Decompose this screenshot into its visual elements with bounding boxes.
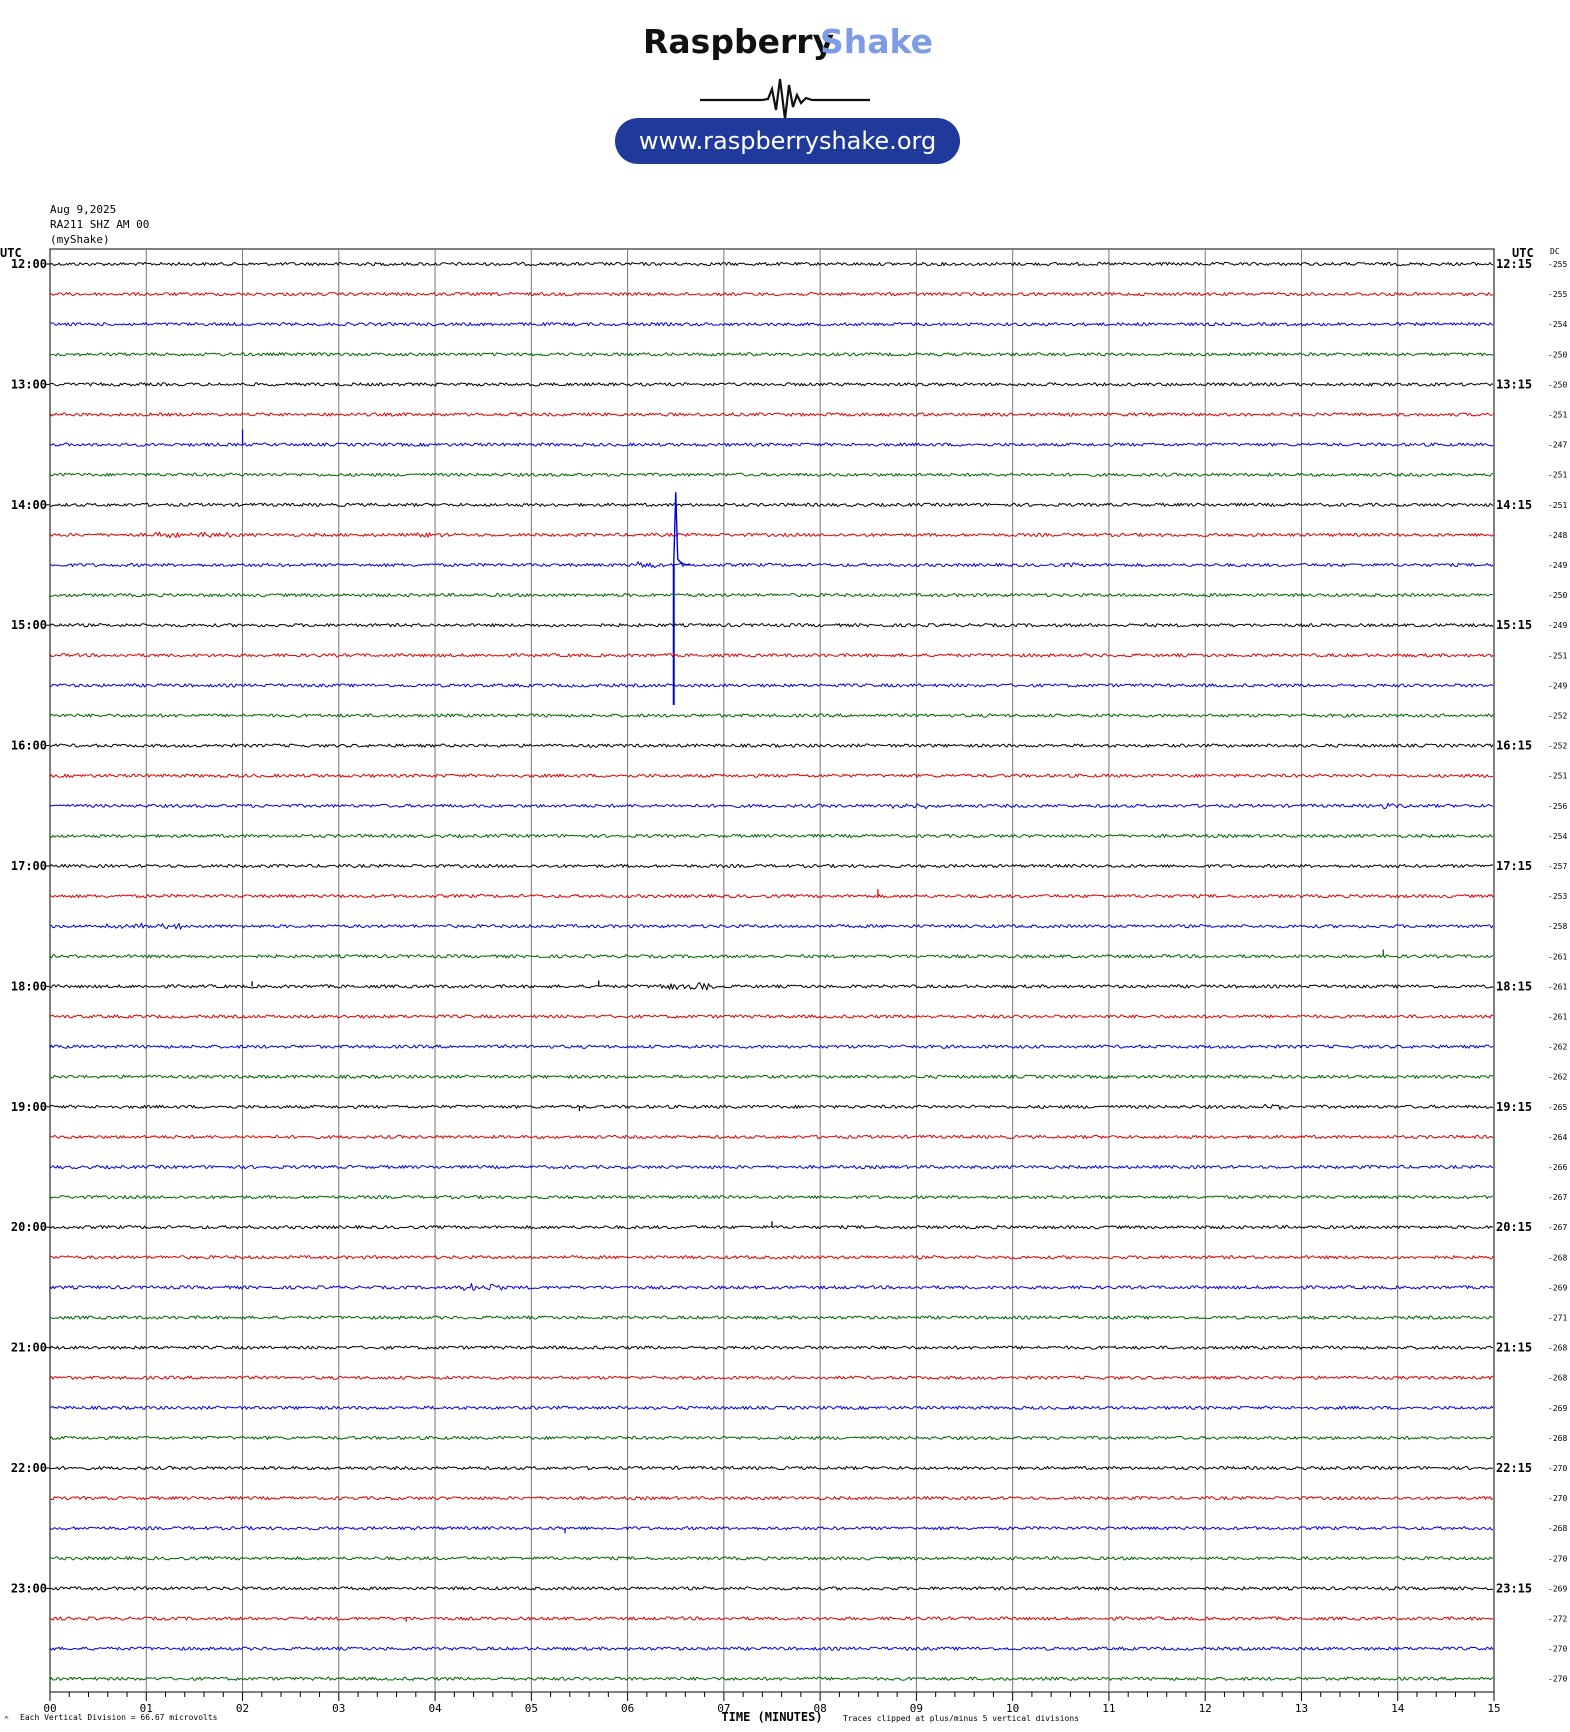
dc-value: -269 bbox=[1548, 1403, 1568, 1413]
dc-value: -261 bbox=[1548, 982, 1568, 992]
left-hour-label: 22:00 bbox=[10, 1461, 47, 1475]
right-hour-label: 21:15 bbox=[1496, 1340, 1533, 1355]
dc-value: -251 bbox=[1548, 410, 1568, 420]
trace-row bbox=[50, 562, 1493, 568]
trace-row bbox=[50, 594, 1493, 597]
clip-note: Traces clipped at plus/minus 5 vertical divisions bbox=[843, 1714, 1080, 1723]
dc-value: -251 bbox=[1548, 651, 1568, 661]
trace-row bbox=[50, 1045, 1493, 1048]
dc-value: -267 bbox=[1548, 1223, 1568, 1233]
x-tick-label: 04 bbox=[428, 1702, 442, 1715]
x-tick-label: 05 bbox=[524, 1702, 538, 1715]
dc-value: -257 bbox=[1548, 862, 1568, 871]
right-hour-label: 23:15 bbox=[1496, 1581, 1533, 1596]
dc-value: -255 bbox=[1548, 290, 1568, 300]
trace-row bbox=[50, 1617, 1493, 1620]
dc-value: -249 bbox=[1548, 561, 1568, 570]
trace-row bbox=[50, 503, 1493, 506]
dc-value: -269 bbox=[1548, 1283, 1568, 1293]
dc-value: -268 bbox=[1548, 1524, 1568, 1534]
dc-value: -261 bbox=[1548, 1012, 1568, 1022]
trace-row bbox=[50, 293, 1493, 296]
x-tick-label: 12 bbox=[1198, 1702, 1212, 1715]
trace-row bbox=[50, 774, 1493, 777]
dc-value: -270 bbox=[1548, 1554, 1568, 1564]
left-hour-label: 20:00 bbox=[10, 1220, 47, 1235]
x-tick-label: 03 bbox=[332, 1702, 346, 1715]
right-hour-label: 17:15 bbox=[1496, 859, 1533, 873]
division-note: Each Vertical Division = 66.67 microvolts bbox=[20, 1713, 218, 1722]
left-hour-label: 12:00 bbox=[10, 257, 47, 271]
x-tick-label: 13 bbox=[1294, 1702, 1309, 1715]
logo-word-shake: Shake bbox=[820, 22, 933, 61]
dc-value: -253 bbox=[1548, 892, 1568, 902]
left-hour-label: 14:00 bbox=[10, 497, 47, 512]
trace-row bbox=[50, 923, 1493, 929]
dc-value: -254 bbox=[1548, 831, 1568, 841]
trace-row bbox=[50, 1196, 1493, 1199]
dc-value: -264 bbox=[1548, 1132, 1568, 1142]
trace-row bbox=[50, 413, 1493, 416]
x-tick-label: 06 bbox=[620, 1702, 635, 1715]
trace-row bbox=[50, 1256, 1493, 1259]
x-tick-label: 02 bbox=[235, 1702, 250, 1715]
dc-value: -250 bbox=[1548, 591, 1568, 601]
trace-row bbox=[50, 353, 1493, 356]
trace-row bbox=[50, 1647, 1493, 1650]
dc-value: -251 bbox=[1548, 771, 1568, 781]
trace-row bbox=[50, 262, 1493, 265]
left-hour-label: 23:00 bbox=[10, 1581, 47, 1596]
dc-value: -254 bbox=[1548, 320, 1568, 330]
dc-column-title: DC bbox=[1550, 247, 1560, 256]
trace-row bbox=[50, 1316, 1493, 1319]
dc-value: -252 bbox=[1548, 741, 1568, 751]
dc-value: -252 bbox=[1548, 711, 1568, 721]
right-hour-label: 19:15 bbox=[1496, 1099, 1533, 1114]
right-hour-label: 15:15 bbox=[1496, 618, 1533, 633]
x-tick-label: 15 bbox=[1487, 1702, 1501, 1715]
dc-value: -269 bbox=[1548, 1584, 1568, 1594]
dc-value: -258 bbox=[1548, 922, 1568, 932]
dc-value: -248 bbox=[1548, 530, 1568, 540]
dc-value: -268 bbox=[1548, 1343, 1568, 1353]
dc-value: -261 bbox=[1548, 952, 1568, 962]
header-date: Aug 9,2025 bbox=[50, 203, 117, 216]
dc-value: -262 bbox=[1548, 1072, 1568, 1082]
trace-row bbox=[50, 834, 1493, 837]
dc-value: -270 bbox=[1548, 1674, 1568, 1684]
logo-word-raspberry: Raspberry bbox=[643, 22, 835, 61]
right-hour-label: 12:15 bbox=[1496, 257, 1533, 271]
trace-row bbox=[50, 744, 1493, 747]
dc-value: -249 bbox=[1548, 621, 1568, 631]
trace-row bbox=[50, 1015, 1493, 1018]
dc-value: -247 bbox=[1548, 440, 1568, 450]
dc-value: -255 bbox=[1548, 260, 1568, 269]
trace-row bbox=[50, 1284, 1493, 1291]
x-tick-label: 09 bbox=[909, 1702, 924, 1715]
trace-row bbox=[50, 383, 1493, 386]
right-hour-label: 18:15 bbox=[1496, 979, 1533, 994]
trace-row bbox=[50, 323, 1493, 326]
right-hour-label: 14:15 bbox=[1496, 497, 1533, 512]
dc-value: -270 bbox=[1548, 1464, 1568, 1473]
x-tick-label: 08 bbox=[813, 1702, 827, 1715]
dc-value: -265 bbox=[1548, 1102, 1568, 1112]
dc-value: -251 bbox=[1548, 500, 1568, 510]
trace-row bbox=[50, 1075, 1493, 1078]
dc-value: -268 bbox=[1548, 1433, 1568, 1443]
trace-row bbox=[50, 1346, 1493, 1349]
dc-value: -266 bbox=[1548, 1163, 1568, 1172]
x-tick-label: 10 bbox=[1006, 1702, 1020, 1715]
header-station: RA211 SHZ AM 00 bbox=[50, 218, 150, 231]
x-axis-title: TIME (MINUTES) bbox=[721, 1710, 823, 1724]
dc-value: -268 bbox=[1548, 1253, 1568, 1263]
x-tick-label: 01 bbox=[139, 1702, 153, 1715]
trace-row bbox=[50, 803, 1493, 808]
trace-row bbox=[50, 532, 1493, 538]
trace-row bbox=[50, 654, 1493, 657]
trace-row bbox=[50, 1104, 1493, 1109]
dc-value: -262 bbox=[1548, 1042, 1568, 1052]
trace-row bbox=[50, 1135, 1493, 1138]
dc-value: -250 bbox=[1548, 350, 1568, 360]
dc-value: -268 bbox=[1548, 1373, 1568, 1383]
dc-value: -251 bbox=[1548, 470, 1568, 480]
left-axis-title: UTC bbox=[0, 246, 22, 260]
trace-row bbox=[50, 955, 1493, 958]
trace-row bbox=[50, 864, 1493, 867]
trace-row bbox=[50, 895, 1493, 898]
trace-row bbox=[50, 1376, 1493, 1379]
website-link[interactable]: www.raspberryshake.org bbox=[615, 118, 960, 164]
trace-row bbox=[50, 1677, 1493, 1680]
x-tick-label: 00 bbox=[43, 1702, 57, 1715]
dc-value: -249 bbox=[1548, 681, 1568, 691]
left-hour-label: 13:00 bbox=[10, 377, 47, 392]
trace-row bbox=[50, 1466, 1493, 1469]
trace-clipped-spike-upper bbox=[674, 492, 690, 565]
dc-value: -272 bbox=[1548, 1614, 1568, 1624]
x-tick-label: 11 bbox=[1102, 1702, 1116, 1715]
right-hour-label: 20:15 bbox=[1496, 1220, 1533, 1235]
dc-value: -270 bbox=[1548, 1644, 1568, 1654]
dc-value: -256 bbox=[1548, 801, 1568, 811]
trace-row bbox=[50, 1587, 1493, 1590]
dc-value: -250 bbox=[1548, 380, 1568, 390]
right-hour-label: 13:15 bbox=[1496, 377, 1533, 392]
trace-row bbox=[50, 624, 1493, 627]
trace-row bbox=[50, 714, 1493, 717]
trace-row bbox=[50, 1165, 1493, 1168]
left-hour-label: 18:00 bbox=[10, 979, 47, 994]
trace-row bbox=[50, 983, 1493, 990]
right-hour-label: 22:15 bbox=[1496, 1461, 1533, 1475]
trace-row bbox=[50, 684, 1493, 687]
trace-row bbox=[50, 1497, 1493, 1500]
trace-row bbox=[50, 1406, 1493, 1409]
right-hour-label: 16:15 bbox=[1496, 738, 1533, 753]
right-axis-title: UTC bbox=[1512, 246, 1534, 260]
dc-value: -267 bbox=[1548, 1193, 1568, 1203]
left-hour-label: 21:00 bbox=[10, 1340, 47, 1355]
left-hour-label: 19:00 bbox=[10, 1099, 47, 1114]
left-hour-label: 17:00 bbox=[10, 859, 47, 873]
dc-value: -270 bbox=[1548, 1494, 1568, 1504]
dc-value: -271 bbox=[1548, 1313, 1568, 1323]
trace-row bbox=[50, 443, 1493, 446]
corner-mark: ^ bbox=[4, 1715, 9, 1724]
left-hour-label: 16:00 bbox=[10, 738, 47, 753]
trace-row bbox=[50, 473, 1493, 476]
plot-frame bbox=[50, 249, 1494, 1692]
left-hour-label: 15:00 bbox=[10, 618, 47, 633]
x-tick-label: 07 bbox=[717, 1702, 731, 1715]
trace-row bbox=[50, 1527, 1493, 1530]
trace-row bbox=[50, 1557, 1493, 1560]
trace-row bbox=[50, 1436, 1493, 1439]
header-network: (myShake) bbox=[50, 233, 110, 246]
x-tick-label: 14 bbox=[1391, 1702, 1405, 1715]
